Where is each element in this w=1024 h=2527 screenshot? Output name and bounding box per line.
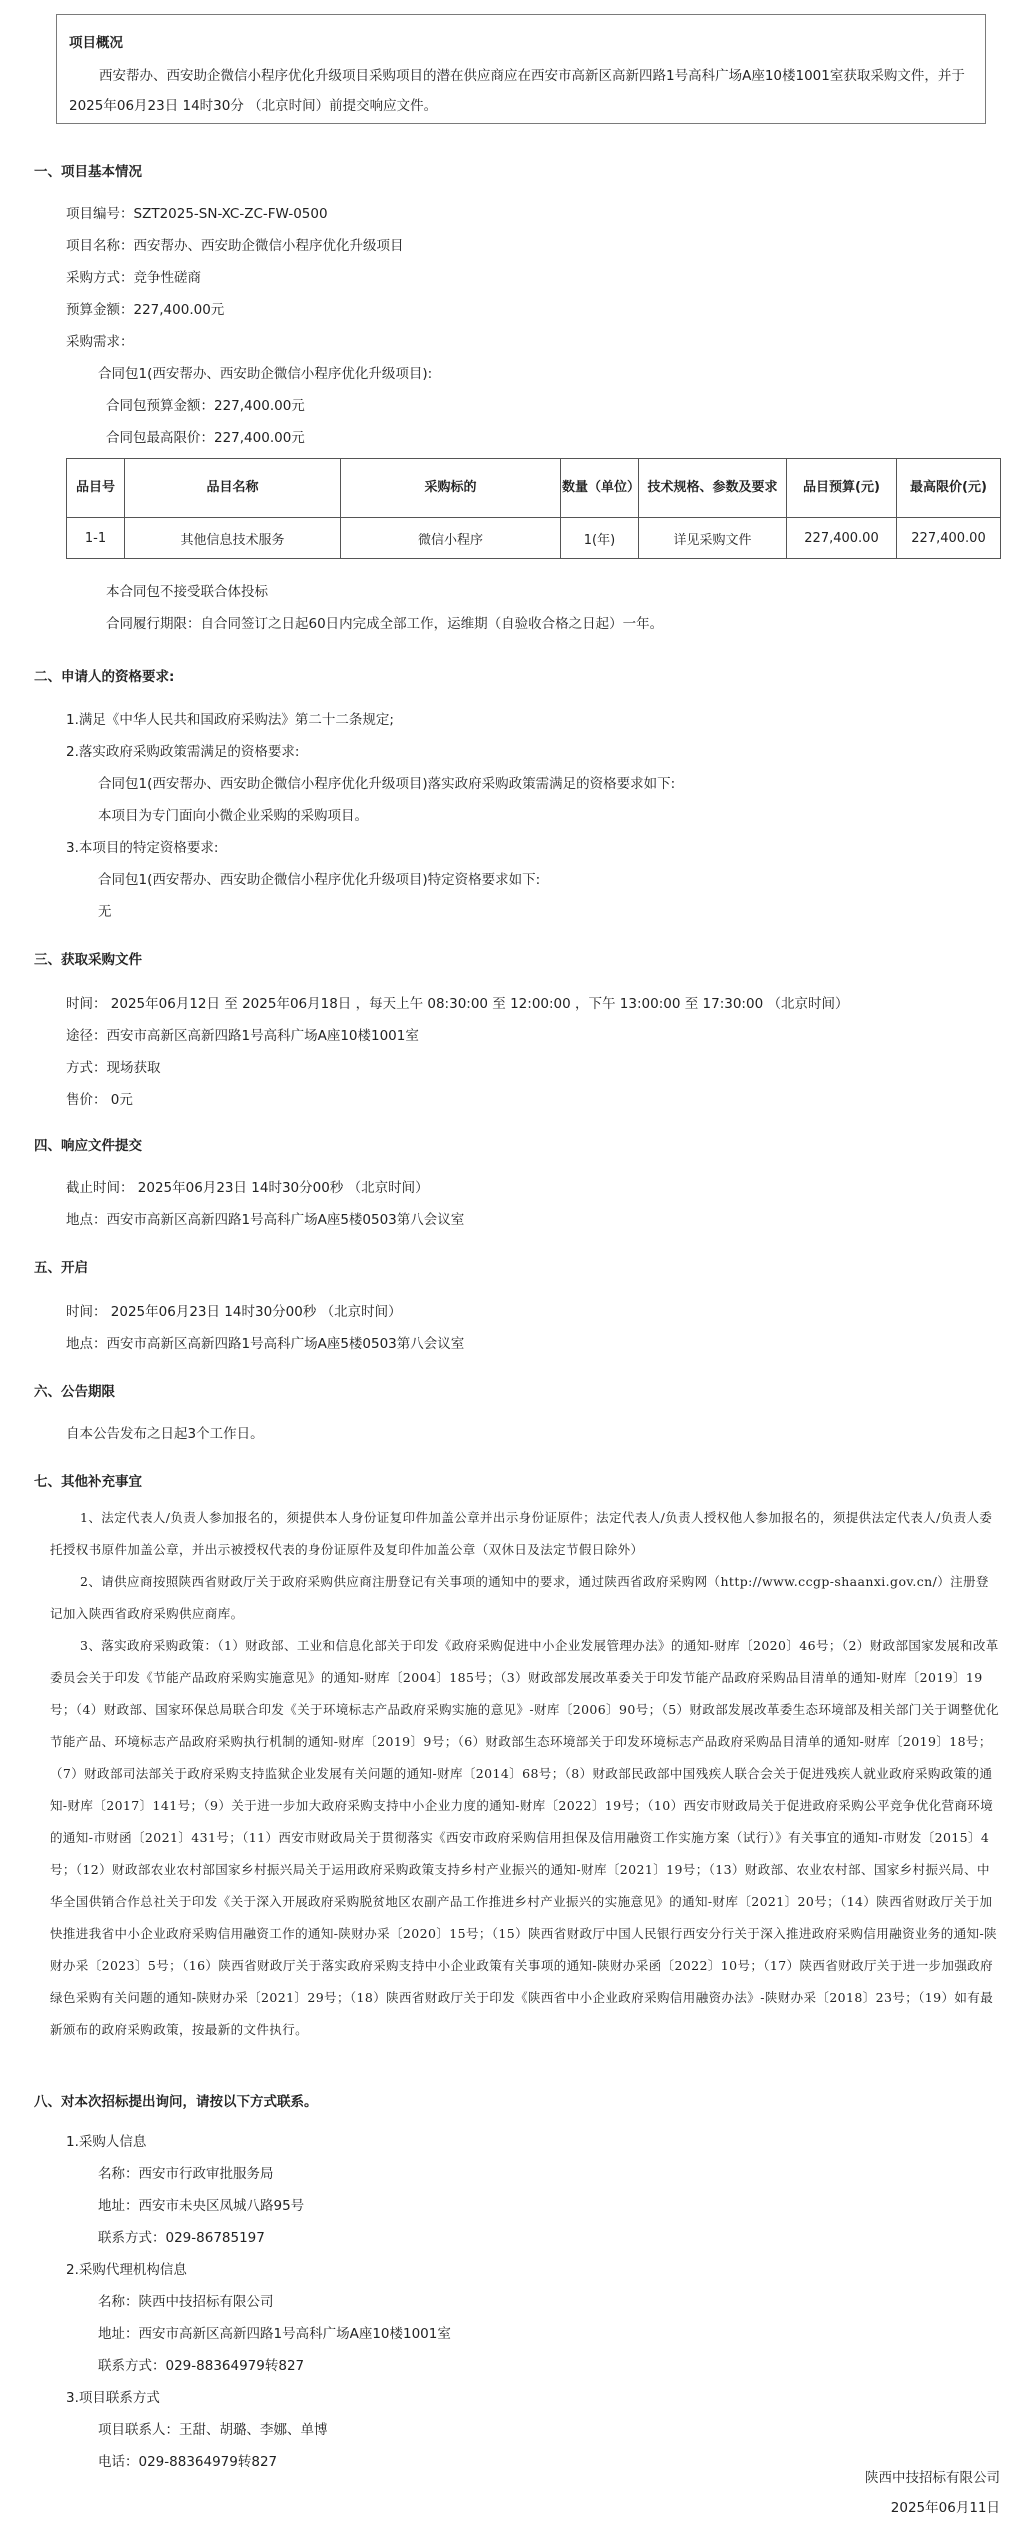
agency-phone: 联系方式：029-88364979转827 <box>98 2358 305 2374</box>
obtain-mode: 方式：现场获取 <box>66 1060 161 1076</box>
purchaser-phone: 联系方式：029-86785197 <box>98 2230 265 2246</box>
qualification-item-1: 1.满足《中华人民共和国政府采购法》第二十二条规定; <box>66 712 394 728</box>
table-cell: 1-1 <box>67 518 125 559</box>
purchaser-title: 1.采购人信息 <box>66 2134 147 2150</box>
table-header: 品目预算(元) <box>787 459 897 518</box>
agency-title: 2.采购代理机构信息 <box>66 2262 187 2278</box>
contact-title: 3.项目联系方式 <box>66 2390 160 2406</box>
submit-deadline: 截止时间： 2025年06月23日 14时30分00秒 （北京时间） <box>66 1180 429 1196</box>
agency-name: 名称：陕西中技招标有限公司 <box>98 2294 274 2310</box>
section8-title: 八、对本次招标提出询问，请按以下方式联系。 <box>34 2094 318 2110</box>
table-header-row <box>67 459 1001 518</box>
contract-period: 合同履行期限：自合同签订之日起60日内完成全部工作，运维期（自验收合格之日起）一年。 <box>106 616 664 632</box>
notice-period: 自本公告发布之日起3个工作日。 <box>66 1426 264 1442</box>
supplementary-note-2: 2、请供应商按照陕西省财政厅关于政府采购供应商注册登记有关事项的通知中的要求，通过陕西省政府采购网（http://www.ccgp-shaanxi.gov.cn/）注册登记加入陕西省政府采购供应商库。 <box>50 1574 989 1621</box>
table-cell: 1(年) <box>561 518 639 559</box>
section3-title: 三、获取采购文件 <box>34 952 142 968</box>
qualification-item-3-text: 无 <box>98 904 112 920</box>
opening-time: 时间： 2025年06月23日 14时30分00秒 （北京时间） <box>66 1304 402 1320</box>
project-name: 项目名称：西安帮办、西安助企微信小程序优化升级项目 <box>66 238 404 254</box>
section6-title: 六、公告期限 <box>34 1384 115 1400</box>
overview-title: 项目概况 <box>69 35 123 51</box>
opening-place: 地点：西安市高新区高新四路1号高科广场A座5楼0503第八会议室 <box>66 1336 465 1352</box>
table-cell: 其他信息技术服务 <box>125 518 341 559</box>
qualification-item-3: 3.本项目的特定资格要求: <box>66 840 219 856</box>
overview-box <box>56 14 986 124</box>
signature-date: 2025年06月11日 <box>890 2500 1000 2516</box>
agency-address: 地址：西安市高新区高新四路1号高科广场A座10楼1001室 <box>98 2326 451 2342</box>
table-header: 采购标的 <box>341 459 561 518</box>
procurement-method: 采购方式：竞争性磋商 <box>66 270 201 286</box>
no-consortium-note: 本合同包不接受联合体投标 <box>106 584 268 600</box>
section1-title: 一、项目基本情况 <box>34 164 142 180</box>
table-header: 品目名称 <box>125 459 341 518</box>
table-cell: 详见采购文件 <box>639 518 787 559</box>
package-title: 合同包1(西安帮办、西安助企微信小程序优化升级项目): <box>98 366 433 382</box>
purchaser-name: 名称：西安市行政审批服务局 <box>98 2166 274 2182</box>
items-table <box>66 458 1001 559</box>
submit-place: 地点：西安市高新区高新四路1号高科广场A座5楼0503第八会议室 <box>66 1212 465 1228</box>
table-header: 最高限价(元) <box>897 459 1001 518</box>
qualification-item-2-text: 本项目为专门面向小微企业采购的采购项目。 <box>98 808 368 824</box>
qualification-item-2: 2.落实政府采购政策需满足的资格要求: <box>66 744 300 760</box>
contact-people: 项目联系人：王甜、胡璐、李娜、单博 <box>98 2422 328 2438</box>
supplementary-notes <box>50 1502 1000 2046</box>
purchaser-address: 地址：西安市未央区凤城八路95号 <box>98 2198 305 2214</box>
table-cell: 227,400.00 <box>897 518 1001 559</box>
project-number: 项目编号：SZT2025-SN-XC-ZC-FW-0500 <box>66 206 328 222</box>
table-cell: 227,400.00 <box>787 518 897 559</box>
obtain-price: 售价： 0元 <box>66 1092 133 1108</box>
obtain-place: 途径：西安市高新区高新四路1号高科广场A座10楼1001室 <box>66 1028 419 1044</box>
section2-title: 二、申请人的资格要求: <box>34 669 175 685</box>
table-row <box>67 518 1001 559</box>
package-max-price: 合同包最高限价：227,400.00元 <box>106 430 305 446</box>
budget-amount: 预算金额：227,400.00元 <box>66 302 225 318</box>
table-header: 技术规格、参数及要求 <box>639 459 787 518</box>
table-cell: 微信小程序 <box>341 518 561 559</box>
section7-title: 七、其他补充事宜 <box>34 1474 142 1490</box>
package-budget: 合同包预算金额：227,400.00元 <box>106 398 305 414</box>
supplementary-note-1: 1、法定代表人/负责人参加报名的，须提供本人身份证复印件加盖公章并出示身份证原件；法定代表人/负责人授权他人参加报名的，须提供法定代表人/负责人委托授权书原件加盖公章，并出示被授权代表的身份证原件及复印件加盖公章（双休日及法定节假日除外） <box>50 1510 993 1557</box>
qualification-item-2-package: 合同包1(西安帮办、西安助企微信小程序优化升级项目)落实政府采购政策需满足的资格要求如下: <box>98 776 676 792</box>
supplementary-note-3: 3、落实政府采购政策：（1）财政部、工业和信息化部关于印发《政府采购促进中小企业发展管理办法》的通知-财库〔2020〕46号；（2）财政部国家发展和改革委员会关于印发《节能产品政府采购实施意见》的通知-财库〔2004〕185号；（3）财政部发展改革委关于印发节能产品政府采购品目清单的通知-财库〔2019〕19号；（4）财政部、国家环保总局联合印发《关于环境标志产品政府采购实施的意见》-财库〔2006〕90号；（5）财政部发展改革委生态环境部及相关部门关于调整优化节能产品、环境标志产品政府采购执行机制的通知-财库〔2019〕9号；（6）财政部生态环境部关于印发环境标志产品政府采购品目清单的通知-财库〔2019〕18号；（7）财政部司法部关于政府采购支持监狱企业发展有关问题的通知-财库〔2014〕68号；（8）财政部民政部中国残疾人联合会关于促进残疾人就业政府采购政策的通知-财库〔2017〕141号；（9）关于进一步加大政府采购支持中小企业力度的通知-财库〔2022〕19号；（10）西安市财政局关于促进政府采购公平竞争优化营商环境的通知-市财函〔2021〕431号；（11）西安市财政局关于贯彻落实《西安市政府采购信用担保及信用融资工作实施方案（试行）》有关事宜的通知-市财发〔2015〕4号；（12）财政部农业农村部国家乡村振兴局关于运用政府采购政策支持乡村产业振兴的通知-财库〔2021〕19号；（13）财政部、农业农村部、国家乡村振兴局、中华全国供销合作总社关于印发《关于深入开展政府采购脱贫地区农副产品工作推进乡村产业振兴的实施意见》的通知-财库〔2021〕20号；（14）陕西省财政厅关于加快推进我省中小企业政府采购信用融资工作的通知-陕财办采〔2020〕15号；（15）陕西省财政厅中国人民银行西安分行关于深入推进政府采购信用融资业务的通知-陕财办采〔2023〕5号；（16）陕西省财政厅关于落实政府采购支持中小企业政策有关事项的通知-陕财办采函〔2022〕10号；（17）陕西省财政厅关于进一步加强政府绿色采购有关问题的通知-陕财办采〔2021〕29号；（18）陕西省财政厅关于印发《陕西省中小企业政府采购信用融资办法》-陕财办采〔2018〕23号；（19）如有最新颁布的政府采购政策，按最新的文件执行。 <box>50 1638 1000 2037</box>
section5-title: 五、开启 <box>34 1260 88 1276</box>
demand-label: 采购需求： <box>66 334 134 350</box>
contact-phone: 电话：029-88364979转827 <box>98 2454 278 2470</box>
section4-title: 四、响应文件提交 <box>34 1138 142 1154</box>
qualification-item-3-package: 合同包1(西安帮办、西安助企微信小程序优化升级项目)特定资格要求如下: <box>98 872 541 888</box>
table-header: 数量（单位） <box>561 459 639 518</box>
overview-body: 西安帮办、西安助企微信小程序优化升级项目采购项目的潜在供应商应在西安市高新区高新四路1号高科广场A座10楼1001室获取采购文件，并于 2025年06月23日 14时30分 （北京时间）前提交响应文件。 <box>69 68 965 114</box>
signature-org: 陕西中技招标有限公司 <box>865 2470 1000 2486</box>
obtain-time: 时间： 2025年06月12日 至 2025年06月18日 ，每天上午 08:30:00 至 12:00:00 ，下午 13:00:00 至 17:30:00 （北京时间） <box>66 996 849 1012</box>
table-header: 品目号 <box>67 459 125 518</box>
